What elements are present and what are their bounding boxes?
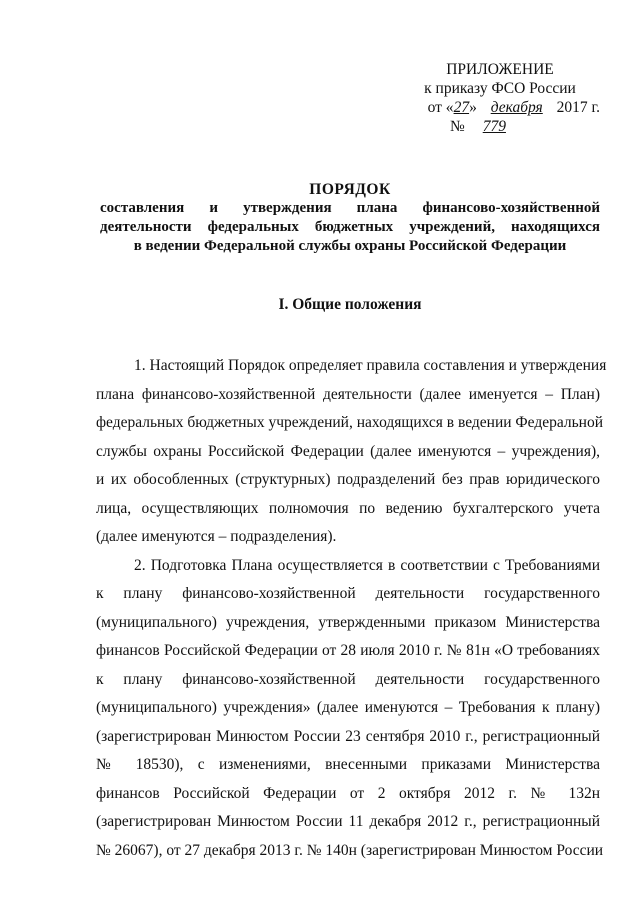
text-line: федеральных бюджетных учреждений, находящихся в ведении Федеральной <box>96 414 604 431</box>
document-title <box>100 180 600 256</box>
date-prefix: от « <box>427 99 454 116</box>
date-month: декабря <box>490 99 543 116</box>
title-line: составления и утверждения плана финансово-хозяйственной <box>100 200 600 216</box>
text-line: лица, осуществляющих полномочия по ведению бухгалтерского учета <box>96 499 600 517</box>
text-line: службы охраны Российской Федерации (далее именуются – учреждения), <box>96 442 600 460</box>
title-line: деятельности федеральных бюджетных учреждений, находящихся <box>100 219 600 235</box>
text-line: к плану финансово-хозяйственной деятельности государственного <box>96 670 600 688</box>
text-line: финансов Российской Федерации от 28 июля 2010 г. № 81н «О требованиях <box>96 642 600 659</box>
text-line: № 26067), от 27 декабря 2013 г. № 140н (зарегистрирован Минюстом России <box>96 841 604 859</box>
number-prefix: № <box>450 118 465 135</box>
date-mid: » <box>469 99 477 116</box>
text-line: (муниципального) учреждения» (далее именуются – Требования к плану) <box>96 699 600 716</box>
text-line: и их обособленных (структурных) подразделений без прав юридического <box>96 471 600 488</box>
paragraph-1 <box>96 352 607 552</box>
date-year: 2017 г. <box>556 99 600 116</box>
title-main: ПОРЯДОК <box>309 181 391 198</box>
text-line: № 18530), с изменениями, внесенными приказами Министерства <box>96 756 600 773</box>
number-value: 779 <box>482 118 506 135</box>
text-line: (зарегистрирован Минюстом России 11 декабря 2012 г., регистрационный <box>96 813 600 830</box>
appendix-order-ref: к приказу ФСО России <box>424 80 576 97</box>
date-day: 27 <box>453 99 470 116</box>
appendix-number <box>400 117 600 136</box>
appendix-block <box>400 60 600 136</box>
document-body <box>96 352 607 865</box>
appendix-date <box>400 98 600 117</box>
text-line: финансов Российской Федерации от 2 октября 2012 г. № 132н <box>96 784 600 802</box>
text-line: 2. Подготовка Плана осуществляется в соответствии с Требованиями <box>134 556 600 574</box>
text-line: (далее именуются – подразделения). <box>96 528 337 545</box>
text-line: 1. Настоящий Порядок определяет правила составления и утверждения <box>134 357 607 374</box>
appendix-title: ПРИЛОЖЕНИЕ <box>446 61 554 78</box>
paragraph-2 <box>96 552 604 866</box>
title-line: в ведении Федеральной службы охраны Российской Федерации <box>133 238 567 254</box>
text-line: (зарегистрирован Минюстом России 23 сентября 2010 г., регистрационный <box>96 727 600 745</box>
text-line: к плану финансово-хозяйственной деятельности государственного <box>96 585 600 602</box>
section-heading: I. Общие положения <box>278 296 422 313</box>
text-line: (муниципального) учреждения, утвержденными приказом Министерства <box>96 613 600 631</box>
text-line: плана финансово-хозяйственной деятельности (далее именуется – План) <box>96 385 600 403</box>
